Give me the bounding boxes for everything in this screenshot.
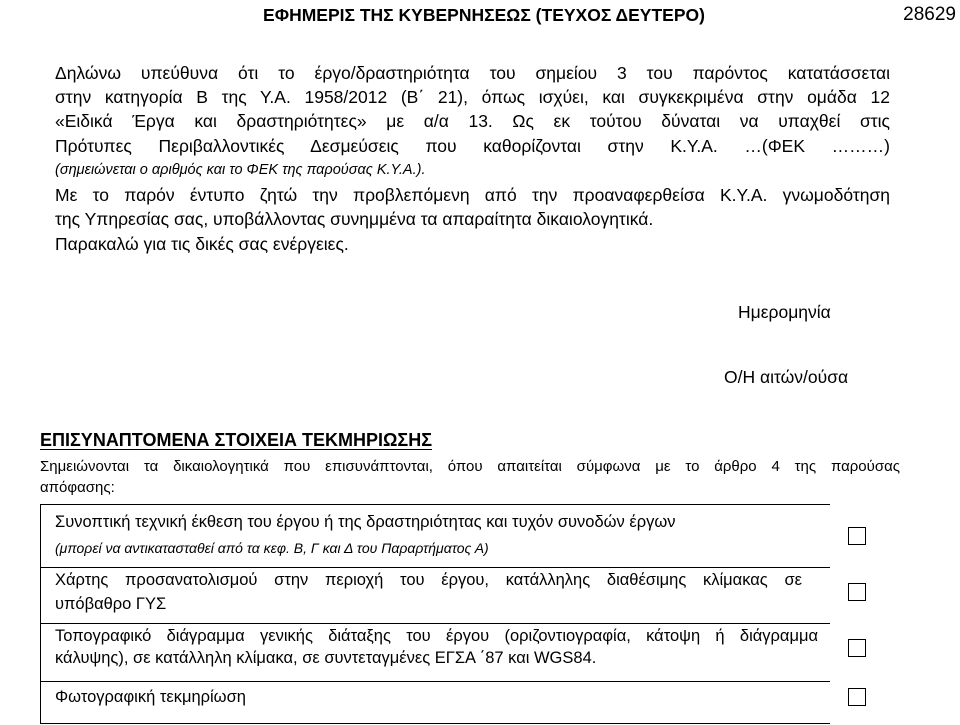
attachments-intro-line: απόφασης: (40, 479, 115, 496)
request-line: Με το παρόν έντυπο ζητώ την προβλεπόμενη από την προαναφερθείσα Κ.Υ.Α. γνωμοδότηση (55, 185, 890, 205)
declaration-line: «Ειδικά Έργα και δραστηριότητες» με α/α 13. Ως εκ τούτου δύναται να υπαχθεί στις (55, 111, 890, 131)
attachment-item-text: υπόβαθρο ΓΥΣ (55, 595, 167, 613)
request-line: της Υπηρεσίας σας, υποβάλλοντας συνημμένα τα απαραίτητα δικαιολογητικά. (55, 209, 654, 229)
declaration-line: Δηλώνω υπεύθυνα ότι το έργο/δραστηριότητα του σημείου 3 του παρόντος κατατάσσεται (55, 63, 890, 83)
gazette-header-title: ΕΦΗΜΕΡΙΣ ΤΗΣ ΚΥΒΕΡΝΗΣΕΩΣ (ΤΕΥΧΟΣ ΔΕΥΤΕΡΟ) (263, 5, 705, 25)
attachments-intro-line: Σημειώνονται τα δικαιολογητικά που επισυνάπτονται, όπου απαιτείται σύμφωνα με το άρθρο 4 της παρούσας (40, 458, 900, 475)
photo-documentation-checkbox[interactable] (848, 688, 866, 706)
attachment-item-text: Συνοπτική τεχνική έκθεση του έργου ή της δραστηριότητας και τυχόν συνοδών έργων (55, 513, 676, 531)
attachment-item-text: κάλυψης), σε κατάλληλη κλίμακα, σε συντεταγμένες ΕΓΣΑ ΄87 και WGS84. (55, 649, 597, 667)
closing-line: Παρακαλώ για τις δικές σας ενέργειες. (55, 234, 349, 254)
attachment-item-text: Χάρτης προσανατολισμού στην περιοχή του έργου, κατάλληλης διαθέσιμης κλίμακας σε (55, 571, 802, 589)
topographic-plan-checkbox[interactable] (848, 639, 866, 657)
applicant-label: Ο/Η αιτών/ούσα (724, 367, 849, 387)
orientation-map-checkbox[interactable] (848, 583, 866, 601)
attachment-item-note: (μπορεί να αντικατασταθεί από τα κεφ. Β, Γ και Δ του Παραρτήματος Α) (55, 540, 489, 556)
attachments-heading: ΕΠΙΣΥΝΑΠΤΟΜΕΝΑ ΣΤΟΙΧΕΙΑ ΤΕΚΜΗΡΙΩΣΗΣ (40, 430, 433, 450)
technical-report-checkbox[interactable] (848, 527, 866, 545)
page-number: 28629 (903, 4, 956, 25)
declaration-note: (σημειώνεται ο αριθμός και το ΦΕΚ της παρούσας Κ.Υ.Α.). (55, 162, 426, 178)
declaration-line: Πρότυπες Περιβαλλοντικές Δεσμεύσεις που καθορίζονται στην Κ.Υ.Α. …(ΦΕΚ ………) (55, 136, 890, 156)
declaration-line: στην κατηγορία Β της Υ.Α. 1958/2012 (Β΄ 21), όπως ισχύει, και συγκεκριμένα στην ομάδα 12 (55, 87, 890, 107)
attachment-item-text: Τοπογραφικό διάγραμμα γενικής διάταξης του έργου (οριζοντιογραφία, κάτοψη ή διάγραμμα (55, 627, 818, 645)
date-label: Ημερομηνία (738, 302, 831, 322)
attachment-item-text: Φωτογραφική τεκμηρίωση (55, 688, 246, 706)
